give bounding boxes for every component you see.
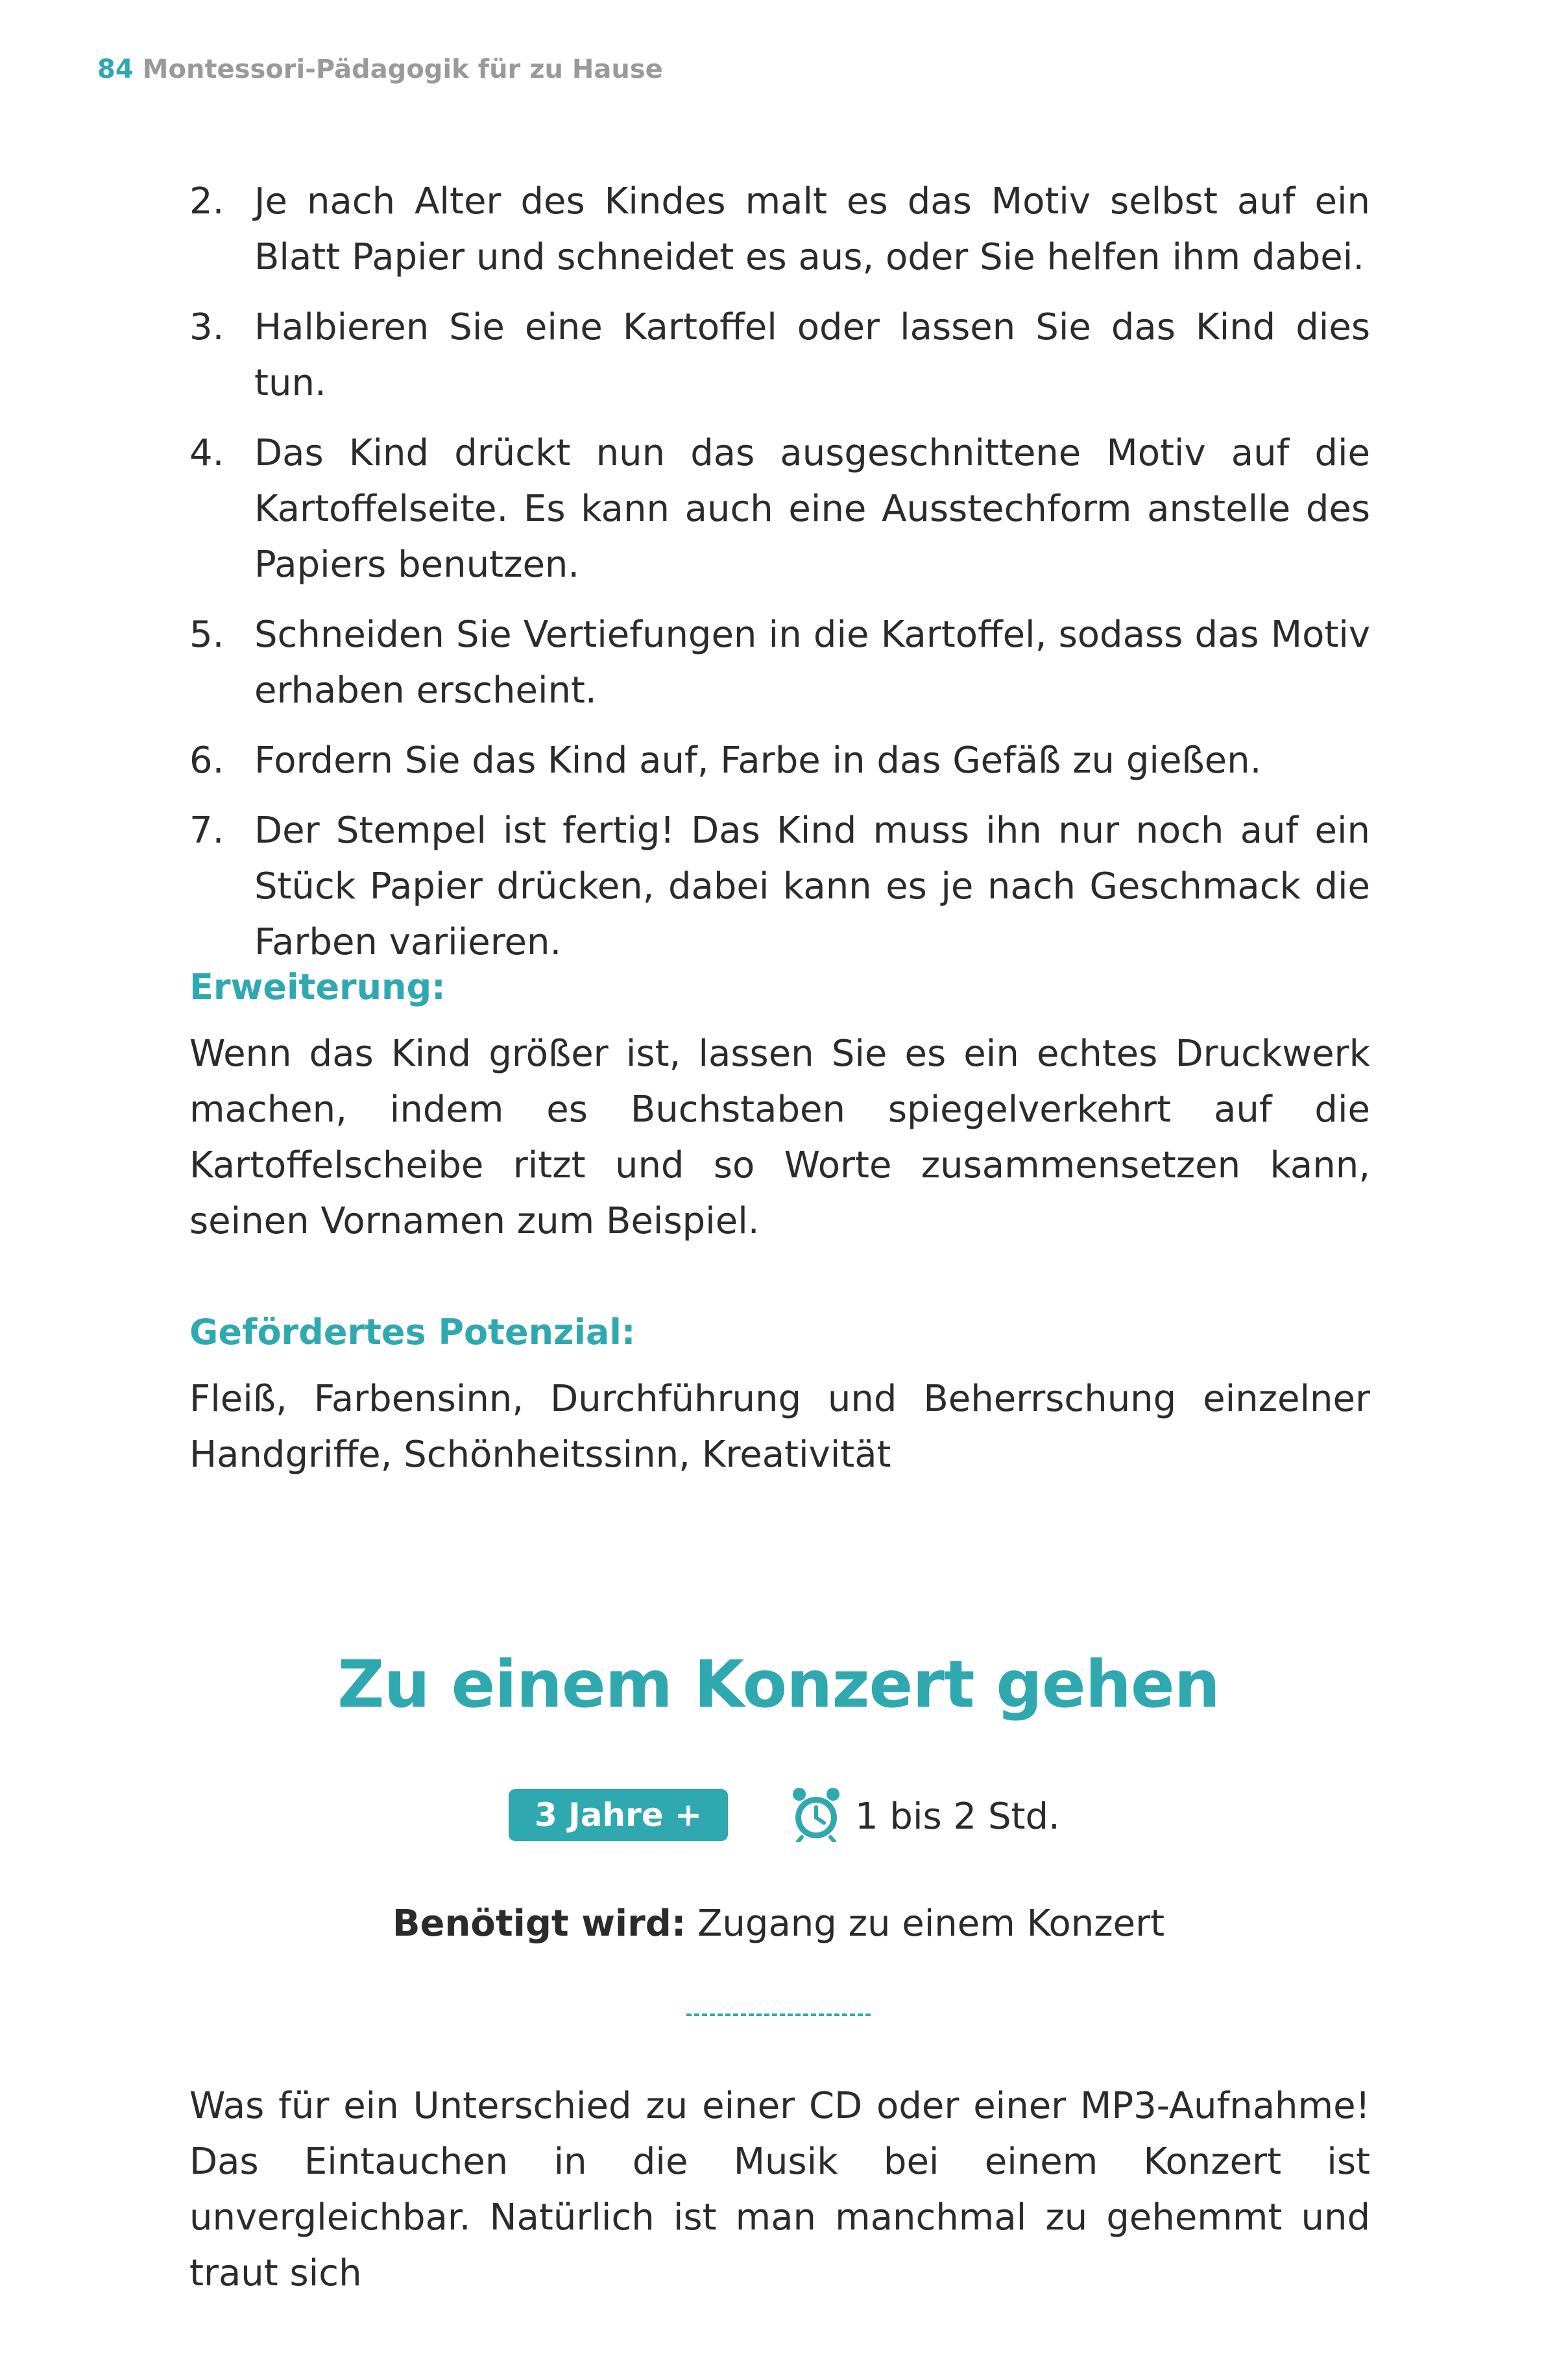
step-number: 5.: [189, 614, 224, 656]
instruction-steps: [189, 174, 1370, 985]
book-title: Montessori-Pädagogik für zu Hause: [142, 54, 663, 84]
needed-value: Zugang zu einem Konzert: [697, 1903, 1165, 1945]
section-title: Zu einem Konzert gehen: [337, 1646, 1220, 1722]
potenzial-heading: Gefördertes Potenzial:: [189, 1312, 636, 1352]
step-text: Das Kind drückt nun das ausgeschnittene Motiv auf die Kartoffelseite. Es kann auch eine Ausstechform anstelle des Papiers benutzen.: [254, 432, 1370, 586]
step-text: Schneiden Sie Vertiefungen in die Kartoffel, sodass das Motiv erhaben erscheint.: [254, 614, 1370, 712]
running-head: [97, 54, 663, 84]
step-text: Je nach Alter des Kindes malt es das Motiv selbst auf ein Blatt Papier und schneidet es aus, oder Sie helfen ihm dabei.: [254, 180, 1370, 278]
step-item: [189, 607, 1370, 719]
page-number: 84: [97, 54, 134, 84]
step-text: Halbieren Sie eine Kartoffel oder lassen Sie das Kind dies tun.: [254, 306, 1370, 404]
needed-label: Benötigt wird:: [392, 1903, 686, 1945]
age-badge: 3 Jahre +: [509, 1789, 728, 1841]
potenzial-text: Fleiß, Farbensinn, Durchführung und Beherrschung einzelner Handgriffe, Schönheitssinn, Kreativität: [189, 1378, 1370, 1476]
step-number: 7.: [189, 810, 224, 852]
step-text: Der Stempel ist fertig! Das Kind muss ihn nur noch auf ein Stück Papier drücken, dabei kann es je nach Geschmack die Farben variieren.: [254, 810, 1370, 963]
alarm-clock-icon: [790, 1786, 842, 1842]
step-item: [189, 300, 1370, 411]
step-number: 6.: [189, 739, 224, 782]
step-number: 4.: [189, 432, 224, 474]
step-text: Fordern Sie das Kind auf, Farbe in das Gefäß zu gießen.: [254, 739, 1262, 782]
dashed-divider: [686, 2013, 871, 2016]
erweiterung-heading: Erweiterung:: [189, 967, 446, 1007]
step-item: [189, 733, 1370, 789]
step-number: 2.: [189, 180, 224, 222]
needed-line: [0, 1903, 1557, 1945]
erweiterung-text: Wenn das Kind größer ist, lassen Sie es ein echtes Druckwerk machen, indem es Buchstaben spiegelverkehrt auf die Kartoffelscheibe ritzt und so Worte zusammensetzen kann, seinen Vornamen zum Beispiel.: [189, 1033, 1370, 1242]
step-item: [189, 426, 1370, 593]
step-number: 3.: [189, 306, 224, 348]
step-item: [189, 803, 1370, 970]
duration-text: 1 bis 2 Std.: [855, 1796, 1060, 1838]
step-item: [189, 174, 1370, 285]
section-intro-text: Was für ein Unterschied zu einer CD oder einer MP3-Aufnahme! Das Eintauchen in die Musik bei einem Konzert ist unvergleichbar. Natürlich ist man manchmal zu gehemmt und traut sich: [189, 2085, 1370, 2294]
